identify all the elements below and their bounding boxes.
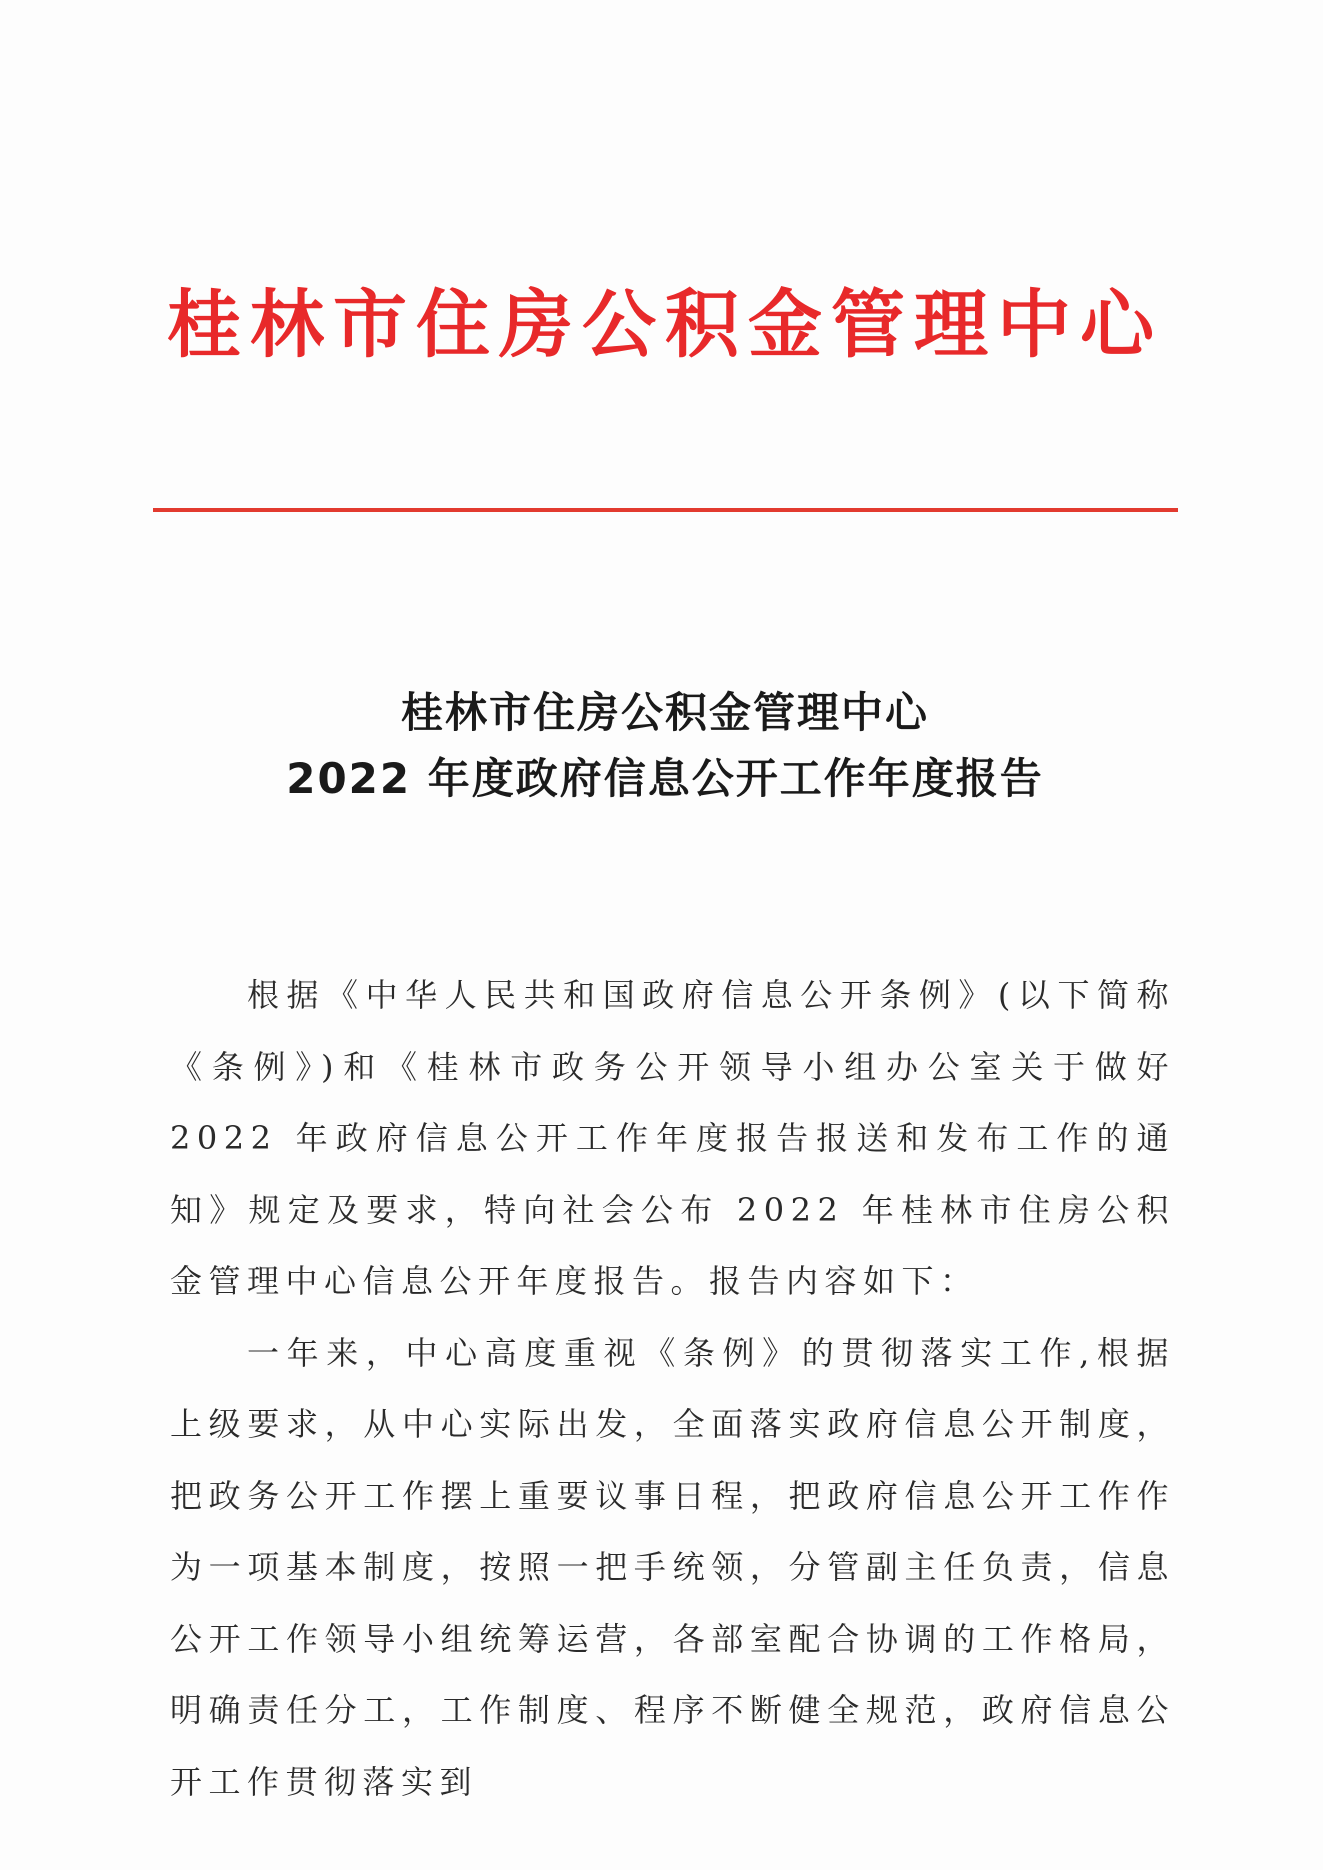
report-title-line2: 2022 年度政府信息公开工作年度报告	[286, 754, 1044, 803]
letterhead-divider	[153, 508, 1178, 512]
body-paragraph-intro: 根据《中华人民共和国政府信息公开条例》(以下简称《条例》)和《桂林市政务公开领导小组办公室关于做好 2022 年政府信息公开工作年度报告报送和发布工作的通知》规定及要求，特向社会公布 2022 年桂林市住房公积金管理中心信息公开年度报告。报告内容如下：	[170, 976, 1175, 1300]
letterhead-org-name: 桂林市住房公积金管理中心	[167, 282, 1163, 368]
report-body	[170, 960, 1175, 1818]
report-title-line1: 桂林市住房公积金管理中心	[400, 688, 929, 737]
body-paragraph-overview: 一年来，中心高度重视《条例》的贯彻落实工作,根据上级要求，从中心实际出发，全面落实政府信息公开制度，把政务公开工作摆上重要议事日程，把政府信息公开工作作为一项基本制度，按照一把手统领，分管副主任负责，信息公开工作领导小组统筹运营，各部室配合协调的工作格局，明确责任分工，工作制度、程序不断健全规范，政府信息公开工作贯彻落实到	[170, 1333, 1175, 1801]
